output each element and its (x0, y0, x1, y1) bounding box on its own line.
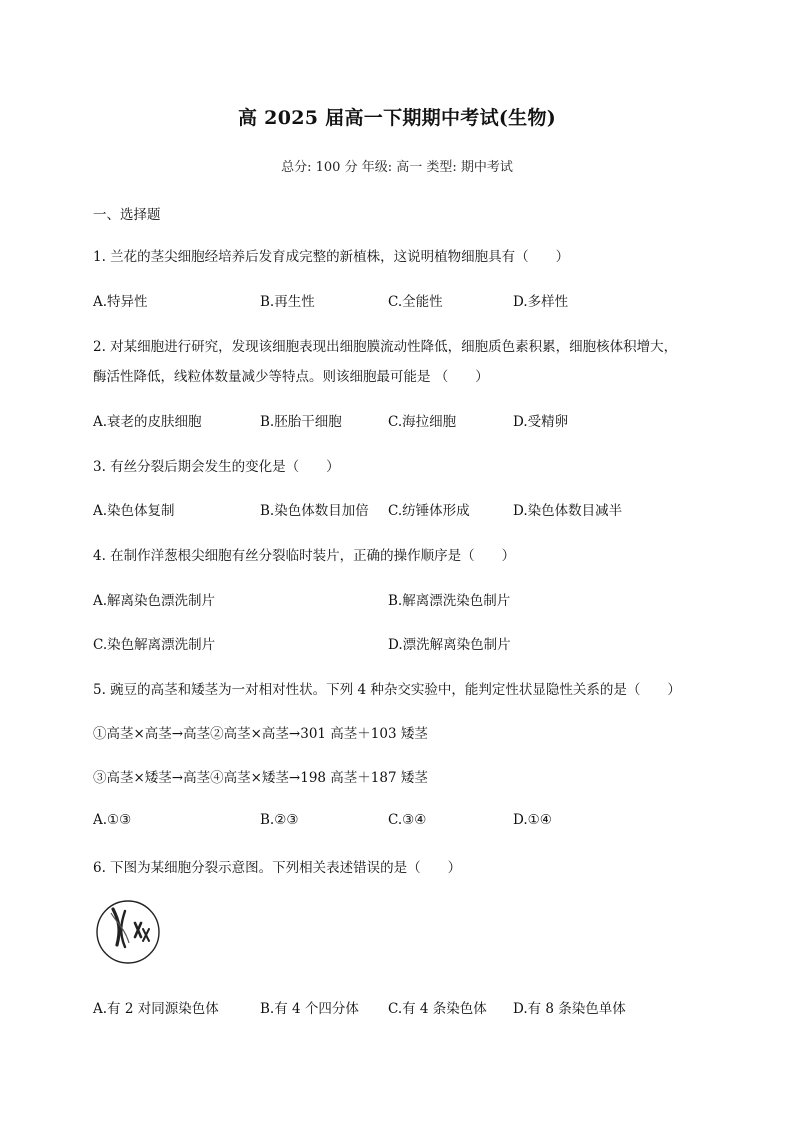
q3-option-b: B.染色体数目加倍 (260, 503, 369, 519)
question-1-stem: 1. 兰花的茎尖细胞经培养后发育成完整的新植株，这说明植物细胞具有（ ） (93, 249, 570, 265)
q4-option-b: B.解离漂洗染色制片 (388, 593, 511, 609)
section-heading: 一、选择题 (93, 207, 161, 223)
question-2-stem-line1: 2. 对某细胞进行研究，发现该细胞表现出细胞膜流动性降低，细胞质色素积累，细胞核体积增大， (93, 339, 678, 355)
question-3-stem: 3. 有丝分裂后期会发生的变化是（ ） (93, 459, 340, 475)
q5-option-d: D.①④ (513, 812, 552, 828)
question-2-stem-line2: 酶活性降低，线粒体数量减少等特点。则该细胞最可能是 （ ） (93, 369, 489, 385)
q3-option-a: A.染色体复制 (93, 503, 175, 519)
q5-option-c: C.③④ (388, 812, 427, 828)
q2-option-c: C.海拉细胞 (388, 414, 457, 430)
q1-option-b: B.再生性 (260, 294, 315, 310)
q2-option-d: D.受精卵 (513, 414, 569, 430)
q6-option-b: B.有 4 个四分体 (260, 1001, 359, 1017)
cell-division-diagram-icon (95, 899, 161, 965)
exam-meta: 总分: 100 分 年级: 高一 类型: 期中考试 (281, 160, 513, 175)
q2-option-b: B.胚胎干细胞 (260, 414, 342, 430)
page-title: 高 2025 届高一下期期中考试(生物) (237, 107, 557, 129)
q4-option-c: C.染色解离漂洗制片 (93, 637, 216, 653)
q6-option-a: A.有 2 对同源染色体 (93, 1001, 219, 1017)
q5-option-b: B.②③ (260, 812, 299, 828)
q3-option-c: C.纺锤体形成 (388, 503, 470, 519)
q1-option-a: A.特异性 (93, 294, 148, 310)
q6-option-c: C.有 4 条染色体 (388, 1001, 487, 1017)
q4-option-a: A.解离染色漂洗制片 (93, 593, 216, 609)
q5-option-a: A.①③ (93, 812, 132, 828)
question-5-cross-2: ③高茎×矮茎→高茎④高茎×矮茎→198 高茎＋187 矮茎 (93, 770, 428, 786)
question-4-stem: 4. 在制作洋葱根尖细胞有丝分裂临时装片，正确的操作顺序是（ ） (93, 548, 516, 564)
question-6-stem: 6. 下图为某细胞分裂示意图。下列相关表述错误的是（ ） (93, 860, 462, 876)
q3-option-d: D.染色体数目减半 (513, 503, 623, 519)
q4-option-d: D.漂洗解离染色制片 (388, 637, 511, 653)
question-5-cross-1: ①高茎×高茎→高茎②高茎×高茎→301 高茎＋103 矮茎 (93, 726, 428, 742)
q2-option-a: A.衰老的皮肤细胞 (93, 414, 202, 430)
q6-option-d: D.有 8 条染色单体 (513, 1001, 626, 1017)
q1-option-c: C.全能性 (388, 294, 443, 310)
question-5-stem: 5. 豌豆的高茎和矮茎为一对相对性状。下列 4 种杂交实验中，能判定性状显隐性关系的是（ ） (93, 682, 681, 698)
q1-option-d: D.多样性 (513, 294, 569, 310)
